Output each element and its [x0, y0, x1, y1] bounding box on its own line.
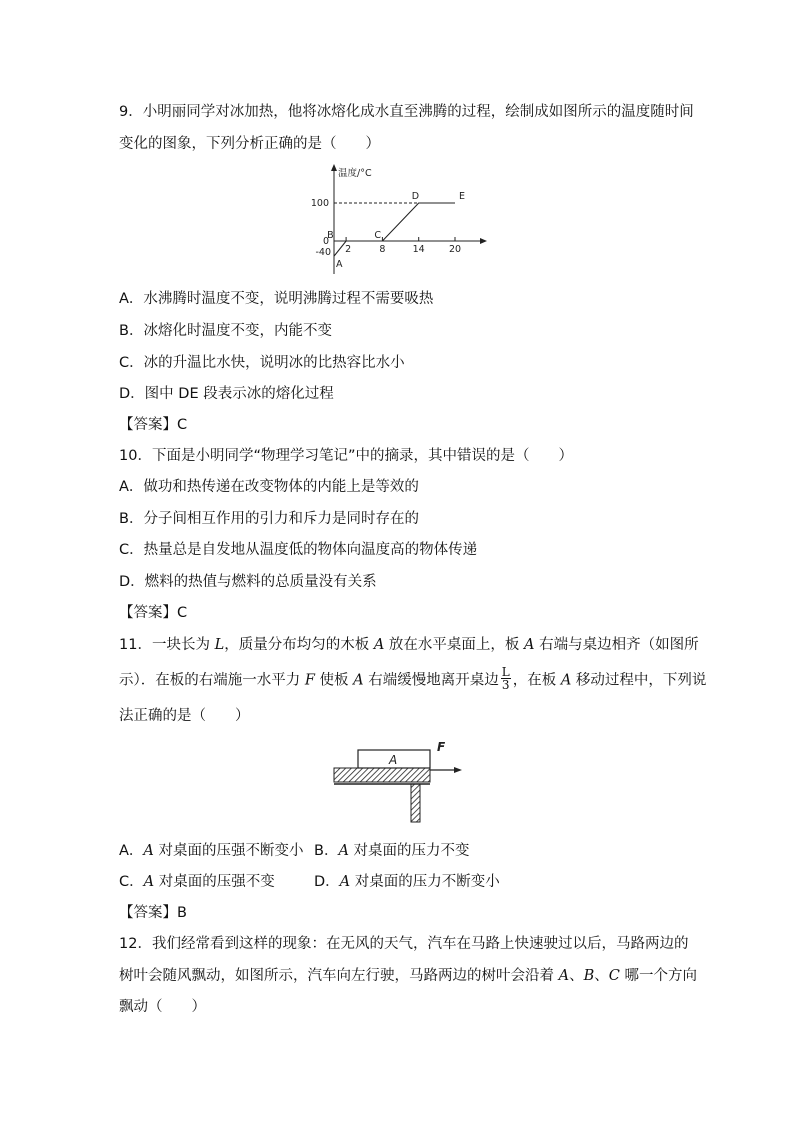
- q11-text: 放在水平桌面上，板: [384, 637, 525, 653]
- q11-var-A: A: [560, 672, 572, 689]
- force-label-F: F: [437, 740, 446, 754]
- point-label-B: B: [327, 230, 334, 241]
- q12-text: 、: [569, 968, 584, 984]
- q11-option-text: C．: [119, 874, 144, 890]
- y-tick-label-minus40: -40: [315, 247, 331, 259]
- q11-var-A: A: [143, 843, 154, 859]
- point-label-A: A: [336, 259, 343, 271]
- q11-var-A: A: [338, 843, 349, 859]
- table-leg: [411, 784, 420, 822]
- y-tick-label-0: 0: [322, 236, 329, 247]
- q10-option-a: A．做功和热传递在改变物体的内能上是等效的: [119, 479, 419, 495]
- q11-option-c: [119, 873, 275, 891]
- q11-var-A: A: [524, 637, 535, 653]
- x-tick-label-14: 14: [412, 244, 425, 255]
- q11-var-A: A: [143, 874, 155, 890]
- point-label-E: E: [459, 191, 466, 202]
- fraction-numerator: L: [501, 665, 510, 679]
- q11-var-A: A: [339, 874, 351, 890]
- x-tick-label-8: 8: [379, 244, 386, 255]
- q11-text: 示）．在板的右端施一水平力: [119, 672, 305, 689]
- q11-figure-svg: [330, 738, 500, 826]
- q11-stem-line1: [119, 636, 699, 654]
- q12-var-A: A: [558, 968, 570, 984]
- temperature-series-line: [334, 203, 455, 256]
- q9-chart-svg: [304, 162, 494, 278]
- q11-option-text: 对桌面的压力不断变小: [350, 874, 500, 890]
- q11-var-A: A: [373, 637, 385, 653]
- board-label-A: A: [389, 753, 398, 767]
- x-tick-label-20: 20: [448, 244, 462, 255]
- q11-option-text: 对桌面的压强不断变小: [153, 843, 304, 859]
- q10-option-d: D．燃料的热值与燃料的总质量没有关系: [119, 574, 377, 590]
- q12-text: 哪一个方向: [619, 968, 697, 984]
- q9-option-c: C．冰的升温比水快，说明冰的比热容比水小: [119, 355, 405, 371]
- x-axis-arrow: [480, 238, 487, 244]
- q11-text: 右端缓慢地离开桌边: [363, 672, 499, 689]
- y-axis-arrow: [331, 164, 337, 171]
- q11-var-F: F: [304, 672, 315, 689]
- point-label-C: C: [374, 230, 382, 241]
- q11-text: 移动过程中，下列说: [571, 672, 707, 689]
- q11-text: ，在板: [512, 672, 561, 689]
- q11-stem-line2: [119, 665, 707, 693]
- y-tick-label-100: 100: [310, 198, 329, 209]
- q11-option-d: [314, 873, 500, 891]
- q9-option-a: A．水沸腾时温度不变，说明沸腾过程不需要吸热: [119, 291, 434, 307]
- q11-text: ，质量分布均匀的木板: [224, 637, 374, 653]
- q9-stem-line1: 9．小明丽同学对冰加热，他将冰熔化成水直至沸腾的过程，绘制成如图所示的温度随时间: [119, 104, 694, 120]
- q9-answer: 【答案】C: [119, 417, 188, 433]
- table-top: [334, 768, 430, 782]
- q11-text: 11．一块长为: [119, 637, 215, 653]
- q11-option-text: 对桌面的压力不变: [348, 843, 470, 859]
- q12-var-B: B: [583, 968, 595, 984]
- q11-var-A: A: [353, 672, 364, 689]
- q11-var-L: L: [214, 637, 225, 653]
- q11-board-table-figure: [330, 738, 500, 826]
- fraction-denominator: 3: [501, 678, 510, 692]
- q12-stem-line2: [119, 967, 697, 985]
- q9-stem-line2: 变化的图象，下列分析正确的是（ ）: [119, 136, 380, 152]
- q11-option-text: 对桌面的压强不变: [154, 874, 275, 890]
- q11-option-a: [119, 842, 304, 860]
- fraction-L-over-3: [501, 666, 511, 691]
- q11-option-text: D．: [314, 874, 340, 890]
- q10-answer: 【答案】C: [119, 605, 188, 621]
- q12-text: 、: [594, 968, 609, 984]
- q11-text: 右端与桌边相齐（如图所: [534, 637, 699, 653]
- q9-option-d: D．图中 DE 段表示冰的熔化过程: [119, 386, 334, 402]
- q12-var-C: C: [608, 968, 620, 984]
- y-axis-label: 温度/°C: [338, 168, 372, 179]
- point-label-D: D: [411, 191, 420, 202]
- q9-temperature-chart: [304, 162, 494, 278]
- q12-stem-line3: 飘动（ ）: [119, 999, 206, 1015]
- q11-option-b: [314, 842, 470, 860]
- q11-stem-line3: 法正确的是（ ）: [119, 708, 250, 724]
- q9-option-b: B．冰熔化时温度不变，内能不变: [119, 323, 332, 339]
- q10-stem: 10．下面是小明同学“物理学习笔记”中的摘录，其中错误的是（ ）: [119, 448, 573, 464]
- q11-text: 使板: [314, 672, 354, 689]
- q11-option-text: A．: [119, 843, 144, 859]
- q12-text: 树叶会随风飘动，如图所示，汽车向左行驶，马路两边的树叶会沿着: [119, 968, 559, 984]
- x-tick-label-2: 2: [345, 244, 352, 255]
- q11-answer: 【答案】B: [119, 905, 187, 921]
- q12-stem-line1: 12．我们经常看到这样的现象：在无风的天气，汽车在马路上快速驶过以后，马路两边的: [119, 936, 689, 952]
- q10-option-b: B．分子间相互作用的引力和斥力是同时存在的: [119, 511, 419, 527]
- force-arrowhead: [454, 767, 462, 773]
- q11-option-text: B．: [314, 843, 339, 859]
- q10-option-c: C．热量总是自发地从温度低的物体向温度高的物体传递: [119, 542, 478, 558]
